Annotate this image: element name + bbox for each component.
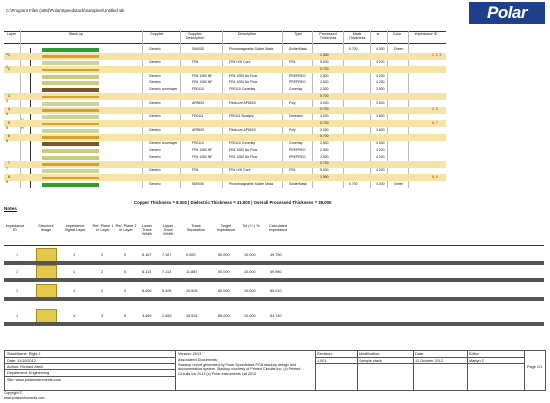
stackup-cell-supplier: Generic <box>149 73 161 78</box>
footer-site: Site: www.polarinstruments.com <box>7 377 62 382</box>
stackup-layer-bar <box>42 163 99 166</box>
imp-header-calc: Calculated Impedance <box>268 224 288 232</box>
stackup-cell-desc: FR0110 Coverlay <box>229 87 256 92</box>
footer-associated-text: Stackup report generated by Polar Speedstack PCB stackup design and documentation system. Stackup courtesy of Printed Circuits Inc. (c) Printed Circuits Inc 2013 (c) Polar Instruments Ltd 2013 <box>178 363 301 376</box>
layer-number: 1 <box>6 52 8 56</box>
stackup-cell-type: PREPREG <box>289 147 306 152</box>
header-color: Color <box>392 32 402 36</box>
header-description: Description <box>237 32 257 36</box>
notes-title: Notes <box>4 206 17 211</box>
imp-header-separation: Trace Separation <box>186 224 206 232</box>
stackup-cell-layer: 5 <box>8 120 10 125</box>
stackup-cell-sdesc: FR4 <box>192 60 199 65</box>
impedance-cell-target: 85.000 <box>218 314 230 318</box>
impedance-cell-target: 80.000 <box>218 289 230 293</box>
stackup-cell-thick: 1.900 <box>320 174 329 179</box>
stackup-layer-bar <box>42 169 99 173</box>
stackup-cell-er: 3.600 <box>376 114 385 119</box>
stackup-cell-supplier: Generic <box>149 80 161 85</box>
stackup-row <box>4 181 446 188</box>
stackup-cell-supplier: Generic <box>149 181 161 186</box>
stackup-cell-type: PREPREG <box>289 73 306 78</box>
impedance-cell-sig: 1 <box>73 253 76 257</box>
stackup-cell-type: Coverlay <box>289 87 303 92</box>
stackup-cell-er: 4.200 <box>376 168 385 173</box>
stackup-cell-layer: 2 <box>8 66 10 71</box>
impedance-row-divider <box>4 278 544 282</box>
stackup-cell-desc: FR4 H/H Core <box>229 60 251 65</box>
stackup-cell-layer: 7 <box>8 161 10 166</box>
footer-editor-value: Martyn C <box>469 358 485 363</box>
stackup-cell-layer: 8 <box>8 174 10 179</box>
stackup-cell-desc: FR4 1080 No Flow <box>229 147 258 152</box>
impedance-cell-id: 1 <box>16 253 19 257</box>
stackup-cell-desc: FR0111 Bondply <box>229 114 254 119</box>
stackup-cell-er: 3.600 <box>376 100 385 105</box>
footer-version: Version: 2013 <box>178 352 202 356</box>
impedance-cell-upper: 8.406 <box>162 289 172 293</box>
stackup-cell-mask: 0.700 <box>349 46 358 51</box>
stackup-cell-er: 4.200 <box>376 147 385 152</box>
footer-divider <box>524 351 525 390</box>
stackup-cell-thick: 5.000 <box>320 60 329 65</box>
impedance-cell-sep: 16.531 <box>186 314 198 318</box>
header-impedance-id: Impedance ID <box>414 32 438 36</box>
header-processed-thickness: Processed Thickness <box>319 32 337 40</box>
stackup-cell-color: Green <box>394 181 404 186</box>
impedance-row <box>4 252 304 260</box>
stackup-cell-er: 4.000 <box>376 46 385 51</box>
impedance-cell-ref2: 0 <box>124 253 127 257</box>
stackup-layer-bar <box>42 55 99 58</box>
imp-header-id: Impedance ID <box>5 224 25 232</box>
header-mask-thickness: Mask Thickness <box>348 32 366 40</box>
stackup-cell-thick: 0.700 <box>320 120 329 125</box>
footer-page: Page 1/1 <box>527 365 543 369</box>
impedance-cell-tol: 10.000 <box>244 253 256 257</box>
stackup-layer-bar <box>42 75 99 79</box>
stackup-cell-type: PREPREG <box>289 154 306 159</box>
imp-header-lower: Lower Trace Width <box>141 224 153 236</box>
header-supplier: Supplier <box>150 32 164 36</box>
stackup-cell-er: 4.200 <box>376 154 385 159</box>
impedance-cell-ref2: 0 <box>124 289 127 293</box>
stackup-cell-desc: FR4 1080 No Flow <box>229 154 258 159</box>
impedance-cell-upper: 7.167 <box>162 253 172 257</box>
stackup-cell-er: 4.200 <box>376 73 385 78</box>
impedance-row <box>4 313 304 321</box>
stackup-cell-supplier: Generic <box>149 168 161 173</box>
layer-number: 4 <box>6 112 8 116</box>
impedance-header <box>4 224 304 244</box>
stackup-cell-er: 3.500 <box>376 87 385 92</box>
stackup-cell-thick: 3.000 <box>320 127 329 132</box>
stack-totals: Copper Thickness = 8.000 | Dielectric Thickness = 31.000 | Overall Processed Thickness = 39.000 <box>134 200 332 205</box>
stackup-cell-type: PREPREG <box>289 80 306 85</box>
stackup-cell-sdesc: SM/005 <box>192 181 204 186</box>
footer-stack-name: StackName: Rigid 1 <box>7 352 41 356</box>
stackup-cell-desc: Flexicore AP8525 <box>229 100 256 105</box>
stackup-cell-thick: 0.700 <box>320 93 329 98</box>
stackup-cell-sdesc: FR0110 <box>192 87 204 92</box>
impedance-cell-lower: 8.167 <box>142 253 152 257</box>
impedance-cell-id: 2 <box>16 270 19 274</box>
imp-header-signal-layer: Impedance Signal Layer <box>64 224 86 232</box>
impedance-cell-tol: 10.000 <box>244 314 256 318</box>
stackup-layer-bar <box>42 177 99 180</box>
stackup-cell-supplier: Generic <box>149 147 161 152</box>
stackup-cell-imp: 8, 9 <box>432 174 438 179</box>
stackup-layer-bar <box>42 69 99 72</box>
stackup-header <box>4 31 446 44</box>
impedance-cell-sep: 0.000 <box>186 253 196 257</box>
impedance-row <box>4 288 304 296</box>
stackup-cell-type: SolderMask <box>289 181 307 186</box>
layer-number: 6 <box>6 139 8 143</box>
header-stackup: Stack up <box>68 32 84 36</box>
impedance-row <box>4 269 304 277</box>
stackup-cell-thick: 2.500 <box>320 154 329 159</box>
header-supplier-description: Supplier Description <box>185 32 205 40</box>
stackup-cell-thick: 2.500 <box>320 141 329 146</box>
impedance-row-divider <box>4 322 544 326</box>
polar-logo: Polar <box>469 2 545 24</box>
impedance-cell-upper: 2.469 <box>162 314 172 318</box>
stackup-cell-mask: 0.700 <box>349 181 358 186</box>
stackup-layer-bar <box>42 88 99 92</box>
website-link[interactable]: www.polarinstruments.com <box>4 396 45 400</box>
stackup-cell-type: FR4 <box>289 168 296 173</box>
imp-header-structure: Structure Image <box>38 224 54 232</box>
stackup-cell-er: 3.500 <box>376 141 385 146</box>
stackup-cell-thick: 0.700 <box>320 134 329 139</box>
footer-date: Date: 11/10/2012 <box>7 358 36 363</box>
impedance-cell-calc: 49.750 <box>270 253 282 257</box>
stackup-layer-bar <box>42 96 99 99</box>
stackup-cell-thick: 3.000 <box>320 100 329 105</box>
stackup-layer-bar <box>42 136 99 139</box>
footer-title-block <box>4 350 546 391</box>
stackup-layer-bar <box>42 156 99 160</box>
stackup-cell-thick: 0.700 <box>320 107 329 112</box>
stackup-cell-sdesc: FR4 1080 NF <box>192 154 213 159</box>
impedance-cell-lower: 8.406 <box>142 289 152 293</box>
impedance-cell-tol: 10.000 <box>244 289 256 293</box>
stackup-cell-supplier: Generic <box>149 46 161 51</box>
impedance-cell-calc: 85.010 <box>270 289 282 293</box>
stackup-cell-thick: 3.000 <box>320 114 329 119</box>
impedance-cell-ref2: 5 <box>124 314 127 318</box>
stackup-cell-thick: 2.500 <box>320 73 329 78</box>
stackup-cell-thick: 0.700 <box>320 161 329 166</box>
copyright: Copyright © <box>4 391 22 395</box>
imp-header-ref1: Ref. Plane 1 in Layer <box>92 224 114 232</box>
impedance-cell-sep: 11.887 <box>186 270 198 274</box>
file-path: C:\Program Files (x86)\Polar\Speedstack\Samples\Untitled stk <box>6 8 125 13</box>
impedance-cell-id: 3 <box>16 289 19 293</box>
stackup-cell-thick: 2.500 <box>320 147 329 152</box>
stackup-cell-thick: 1.900 <box>320 53 329 58</box>
stackup-cell-layer: 3 <box>8 93 10 98</box>
stackup-cell-type: SolderMask <box>289 46 307 51</box>
stackup-cell-thick: 2.500 <box>320 80 329 85</box>
stackup-cell-er: 3.600 <box>376 127 385 132</box>
footer-date-label: Date: <box>415 352 425 356</box>
footer-author: Author: Richard Attrill <box>7 364 43 369</box>
impedance-cell-ref1: 2 <box>101 270 104 274</box>
stackup-cell-supplier: Generic coverlayer <box>149 141 178 146</box>
stackup-cell-desc: FR4 1080 No Flow <box>229 80 258 85</box>
impedance-cell-target: 50.000 <box>218 270 230 274</box>
stackup-cell-desc: FR4 H/H Core <box>229 168 251 173</box>
stackup-layer-bar <box>42 109 99 112</box>
layer-number: 3 <box>6 99 8 103</box>
stackup-cell-type: Coverlay <box>289 141 303 146</box>
stackup-cell-desc: Flexicore AP8525 <box>229 127 256 132</box>
stackup-cell-er: 4.000 <box>376 181 385 186</box>
stackup-layer-bar <box>42 183 99 187</box>
impedance-header-rule <box>4 245 544 246</box>
impedance-cell-target: 50.000 <box>218 253 230 257</box>
stackup-cell-sdesc: AP8525 <box>192 100 205 105</box>
stackup-cell-supplier: Generic <box>149 60 161 65</box>
impedance-cell-ref1: 3 <box>101 314 104 318</box>
stackup-cell-type: Dielectric <box>289 114 303 119</box>
imp-header-upper: Upper Trace Width <box>162 224 174 236</box>
impedance-cell-sep: 10.594 <box>186 289 198 293</box>
stackup-layer-bar <box>42 123 99 126</box>
stackup-cell-thick: 2.500 <box>320 87 329 92</box>
layer-number: 2 <box>6 65 8 69</box>
imp-header-target: Target Impedance <box>216 224 236 232</box>
footer-revision-label: Revision: <box>317 352 333 356</box>
stackup-layer-bar <box>42 61 99 65</box>
header-er: εr <box>376 32 380 36</box>
footer-date-value: 11 October 2012 <box>415 358 444 363</box>
stackup-cell-supplier: Generic <box>149 114 161 119</box>
imp-header-ref2: Ref. Plane 2 in Layer <box>115 224 137 232</box>
stackup-cell-supplier: Generic <box>149 154 161 159</box>
stackup-cell-sdesc: AP8525 <box>192 127 205 132</box>
stackup-cell-sdesc: FR4 1080 NF <box>192 147 213 152</box>
stackup-cell-sdesc: FR0111 <box>192 114 204 119</box>
impedance-cell-ref1: 2 <box>101 289 104 293</box>
stackup-cell-sdesc: FR4 1080 NF <box>192 80 213 85</box>
footer-revision-value: 1.001 <box>317 358 327 363</box>
footer-department: Department: Engineering <box>7 370 50 375</box>
impedance-row-divider <box>4 297 544 301</box>
stackup-cell-desc: Photoimageable Solder Mask <box>229 181 274 186</box>
footer-associated-label: Associated Documents: <box>178 357 218 362</box>
stackup-cell-desc: Photoimageable Solder Mask <box>229 46 274 51</box>
stackup-cell-sdesc: FR4 <box>192 168 199 173</box>
stackup-cell-type: Poly <box>289 100 296 105</box>
stackup-cell-er: 4.200 <box>376 80 385 85</box>
stackup-cell-layer: 1 <box>8 53 10 58</box>
stackup-cell-layer: 4 <box>8 107 10 112</box>
layer-number: 5 <box>6 126 8 130</box>
header-type: Type <box>294 32 302 36</box>
impedance-cell-calc: 49.960 <box>270 270 282 274</box>
stackup-layer-bar <box>42 48 99 52</box>
footer-modification-value: Sample stack <box>359 358 382 363</box>
impedance-cell-sig: 1 <box>73 289 76 293</box>
impedance-cell-sig: 1 <box>73 270 76 274</box>
impedance-cell-tol: 10.000 <box>244 270 256 274</box>
impedance-cell-ref2: 0 <box>124 270 127 274</box>
footer-modification-label: Modification: <box>359 352 381 356</box>
stackup-cell-thick: 5.000 <box>320 168 329 173</box>
stackup-cell-type: FR4 <box>289 60 296 65</box>
impedance-cell-lower: 3.469 <box>142 314 152 318</box>
stackup-cell-imp: 1, 2, 3 <box>432 53 442 58</box>
footer-editor-label: Editor <box>469 352 479 356</box>
stackup-cell-desc: FR4 1080 No Flow <box>229 73 258 78</box>
impedance-cell-ref1: 2 <box>101 253 104 257</box>
stackup-cell-supplier: Generic <box>149 100 161 105</box>
header-layer: Layer <box>6 32 17 36</box>
impedance-row-divider <box>4 261 544 265</box>
layer-number: 8 <box>6 180 8 184</box>
stackup-cell-sdesc: FR0110 <box>192 141 204 146</box>
imp-header-tol: Tol (+/-) % <box>242 224 260 228</box>
stackup-cell-supplier: Generic coverlayer <box>149 87 178 92</box>
stackup-layer-bar <box>42 149 99 153</box>
stackup-cell-sdesc: SM/005 <box>192 46 204 51</box>
impedance-cell-upper: 7.113 <box>162 270 172 274</box>
stackup-cell-type: Poly <box>289 127 296 132</box>
stackup-cell-thick: 0.700 <box>320 66 329 71</box>
stackup-layer-bar <box>42 81 99 85</box>
impedance-cell-sig: 4 <box>73 314 76 318</box>
stackup-layer-bar <box>42 102 99 106</box>
stackup-cell-imp: 4, 5 <box>432 107 438 112</box>
stackup-cell-layer: 6 <box>8 134 10 139</box>
stackup-layer-bar <box>42 115 99 119</box>
stackup-cell-supplier: Generic <box>149 127 161 132</box>
footer-divider <box>175 351 176 390</box>
stackup-cell-sdesc: FR4 1080 NF <box>192 73 213 78</box>
stackup-layer-bar <box>42 129 99 133</box>
stackup-layer-bar <box>42 142 99 146</box>
impedance-cell-calc: 84.740 <box>270 314 282 318</box>
impedance-cell-lower: 8.113 <box>142 270 152 274</box>
stackup-cell-er: 4.200 <box>376 60 385 65</box>
stackup-cell-color: Green <box>394 46 404 51</box>
footer-divider <box>315 363 524 364</box>
stackup-cell-imp: 6, 7 <box>432 120 438 125</box>
stackup-cell-desc: FR0110 Coverlay <box>229 141 256 146</box>
impedance-cell-id: 4 <box>16 314 19 318</box>
layer-number: 7 <box>6 167 8 171</box>
